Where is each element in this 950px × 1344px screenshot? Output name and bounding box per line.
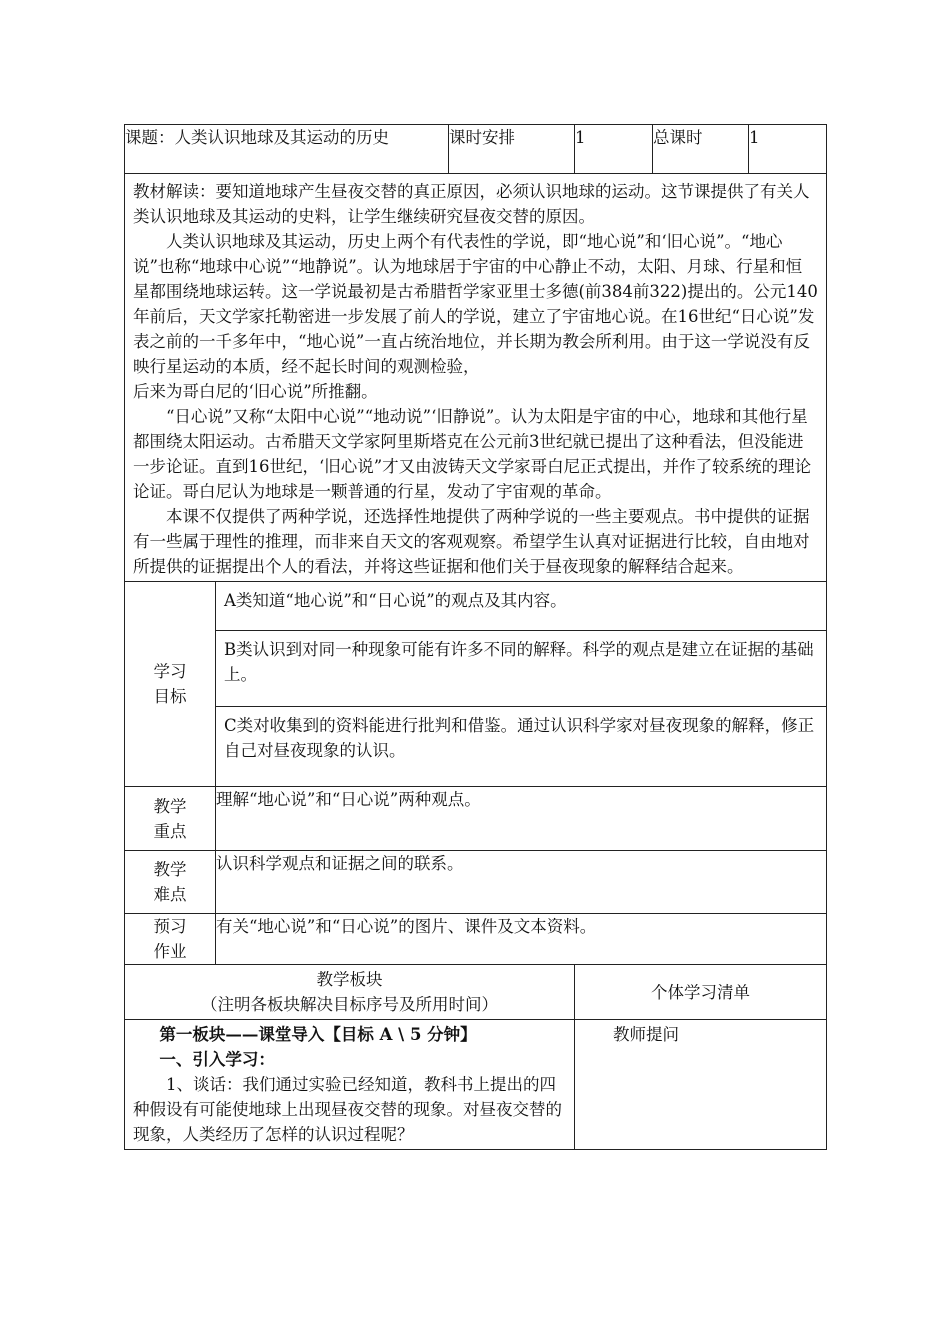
difficulty-label — [125, 851, 216, 914]
textbook-paragraph-1b: 后来为哥白尼的‘旧心说”所推翻。 — [133, 382, 378, 401]
block-1-checklist: 教师提问 — [575, 1020, 827, 1150]
textbook-paragraph-1: 人类认识地球及其运动，历史上两个有代表性的学说，即“地心说”和‘旧心说”。“地心说”也称“地球中心说”“地静说”。认为地球居于宇宙的中心静止不动，太阳、月球、行星和恒星都围绕地球运转。这一学说最初是古希腊哲学家亚里士多德(前384前322)提出的。公元140年前后，天文学家托勒密进一步发展了前人的学说，建立了宇宙地心说。在16世纪“日心说”发表之前的一千多年中，“地心说”一直占统治地位，并长期为教会所利用。由于这一学说没有反映行星运动的本质，经不起长时间的观测检验， — [133, 232, 818, 376]
key-point-row — [125, 787, 827, 851]
objectives-label-line-1: 学习 — [153, 662, 187, 681]
block-1-title: 第一板块——课堂导入【目标 A \ 5 分钟】 — [159, 1025, 477, 1044]
blocks-header-row — [125, 965, 827, 1020]
lesson-plan-sheet — [124, 124, 826, 1150]
lesson-plan-table — [124, 124, 827, 1150]
block-1-content — [125, 1020, 575, 1150]
total-hours-label: 总课时 — [653, 125, 749, 174]
preview-row — [125, 914, 827, 965]
objectives-row — [125, 582, 827, 787]
blocks-header-left — [125, 965, 575, 1020]
blocks-header-right: 个体学习清单 — [575, 965, 827, 1020]
blocks-header-subtitle: （注明各板块解决目标序号及所用时间） — [201, 995, 498, 1014]
preview-label — [125, 914, 216, 965]
preview-label-line-1: 预习 — [153, 917, 187, 936]
header-row — [125, 125, 827, 174]
objectives-label — [125, 582, 216, 787]
objective-a: A类知道“地心说”和“日心说”的观点及其内容。 — [216, 582, 826, 631]
topic-label: 课题： — [125, 128, 175, 147]
textbook-paragraph-2: “日心说”又称“太阳中心说”“地动说”‘旧静说”。认为太阳是宇宙的中心，地球和其他行星都围绕太阳运动。古希腊天文学家阿里斯塔克在公元前3世纪就已提出了这种看法，但没能进一步论证。直到16世纪，‘旧心说”才又由波铸天文学家哥白尼正式提出，并作了较系统的理论论证。哥白尼认为地球是一颗普通的行星，发动了宇宙观的革命。 — [133, 407, 812, 501]
objectives-label-line-2: 目标 — [153, 687, 187, 706]
preview-label-line-2: 作业 — [153, 942, 187, 961]
textbook-row — [125, 174, 827, 582]
key-point-label-line-1: 教学 — [153, 796, 187, 816]
hours-label: 课时安排 — [449, 125, 575, 174]
objective-c: C类对收集到的资料能进行批判和借鉴。通过认识科学家对昼夜现象的解释，修正自己对昼夜现象的认识。 — [224, 716, 815, 760]
topic-cell — [125, 125, 449, 174]
blocks-header-title: 教学板块 — [316, 970, 383, 989]
block-1-subtitle: 一、引入学习： — [159, 1050, 275, 1069]
difficulty-label-line-2: 难点 — [153, 885, 187, 904]
difficulty-text: 认识科学观点和证据之间的联系。 — [216, 851, 827, 914]
key-point-text: 理解“地心说”和“日心说”两种观点。 — [216, 787, 827, 851]
textbook-analysis — [125, 174, 827, 582]
textbook-paragraph-3: 本课不仅提供了两种学说，还选择性地提供了两种学说的一些主要观点。书中提供的证据有一些属于理性的推理，而非来自天文的客观观察。希望学生认真对证据进行比较，自由地对所提供的证据提出个人的看法，并将这些证据和他们关于昼夜现象的解释结合起来。 — [133, 507, 810, 576]
block-1-row — [125, 1020, 827, 1150]
objective-b: B类认识到对同一种现象可能有许多不同的解释。科学的观点是建立在证据的基础上。 — [216, 631, 826, 707]
hours-value: 1 — [575, 125, 653, 174]
block-1-text: 1、谈话：我们通过实验已经知道，教科书上提出的四种假设有可能使地球上出现昼夜交替的现象。对昼夜交替的现象，人类经历了怎样的认识过程呢？ — [133, 1075, 562, 1144]
total-hours-value: 1 — [749, 125, 827, 174]
topic-value: 人类认识地球及其运动的历史 — [174, 128, 389, 147]
key-point-label-line-2: 重点 — [153, 821, 187, 841]
difficulty-label-line-1: 教学 — [153, 860, 187, 879]
textbook-intro: 教材解读：要知道地球产生昼夜交替的真正原因，必须认识地球的运动。这节课提供了有关人类认识地球及其运动的史料，让学生继续研究昼夜交替的原因。 — [133, 182, 810, 226]
preview-text: 有关“地心说”和“日心说”的图片、课件及文本资料。 — [216, 914, 827, 965]
difficulty-row — [125, 851, 827, 914]
key-point-label — [125, 787, 216, 851]
objectives-cell — [216, 582, 827, 787]
